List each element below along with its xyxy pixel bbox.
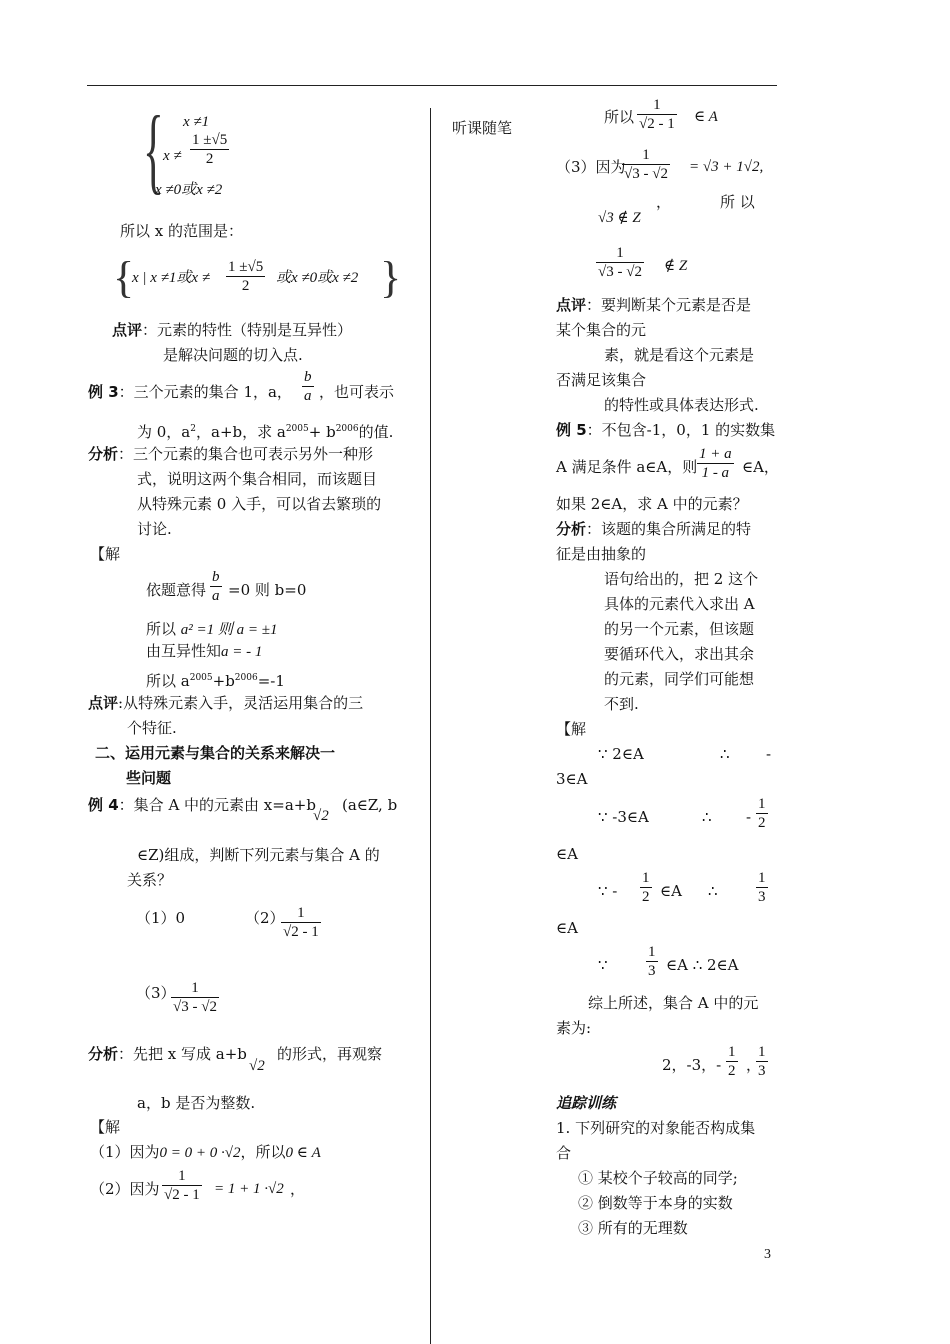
example-4-item-3-fraction: $\frac{1}{√3 - √2}$: [173, 980, 217, 1015]
right-line-4-m: ∉ Z: [664, 258, 688, 274]
practice-item-2: ② 倒数等于本身的实数: [578, 1194, 733, 1212]
example-4-line-3: 关系？: [127, 871, 173, 889]
margin-note: 听课随笔: [452, 119, 513, 137]
analysis-4-sqrt: √2: [249, 1058, 265, 1074]
practice-1-b: 合: [556, 1144, 572, 1162]
solution-label-3: 【解: [90, 545, 121, 563]
example-3: 例 3：三个元素的集合 1，a，: [88, 383, 292, 401]
example-5-line-2: A 满足条件 a∈A，则: [556, 458, 698, 476]
analysis-3-line-4: 讨论.: [137, 520, 172, 538]
example-4-sqrt: √2: [313, 808, 329, 824]
right-line-2: （3）因为: [556, 158, 626, 176]
section-2-heading: 二、运用元素与集合的关系来解决一: [95, 744, 336, 762]
right-line-3-comma: ，: [656, 193, 672, 211]
summary-line-2: 素为:: [556, 1019, 592, 1037]
analysis-5-h: 不到.: [604, 695, 639, 713]
solution-5-step-2-d: ∈A: [556, 845, 578, 863]
comment-3: 点评:从特殊元素入手，灵活运用集合的三: [88, 694, 364, 712]
solution-3-fraction: $\frac{b}{a}$: [212, 569, 220, 604]
system-brace: {: [143, 96, 164, 203]
comment-4-c: 素，就是看这个元素是: [604, 346, 755, 364]
right-line-3-m: √3 ∉ Z: [598, 210, 641, 226]
summary-line-3: 2，-3，-: [662, 1056, 722, 1074]
right-line-4-fraction: $\frac{1}{√3 - √2}$: [598, 245, 642, 280]
solution-5-step-1-b: ∴: [720, 745, 730, 763]
solution-5-step-4-fraction: $\frac{1}{3}$: [648, 944, 656, 979]
analysis-5-c: 语句给出的，把 2 这个: [604, 570, 759, 588]
practice-item-1: ① 某校个子较高的同学;: [578, 1169, 738, 1187]
section-2-heading-b: 些问题: [126, 769, 172, 787]
right-line-2-fraction: $\frac{1}{√3 - √2}$: [624, 147, 668, 182]
analysis-4-line-2: a，b 是否为整数.: [137, 1094, 256, 1112]
comment-1-b: 是解决问题的切入点.: [163, 346, 303, 364]
example-5-fraction: $\frac{1 + a}{1 - a}$: [699, 446, 732, 481]
analysis-3-line-3: 从特殊元素 0 入手，可以省去繁琐的: [137, 495, 382, 513]
solution-label-4: 【解: [90, 1118, 121, 1136]
system-line-2-lhs: x ≠: [163, 148, 182, 164]
set-left-brace: {: [113, 253, 135, 302]
system-line-3: x ≠0或x ≠2: [155, 182, 223, 198]
solution-3-line-1-b: =0 则 b=0: [228, 581, 307, 599]
set-expr-b: 或x ≠0或x ≠2: [276, 270, 359, 286]
example-3-fraction: $\frac{b}{a}$: [304, 369, 312, 404]
practice-1: 1. 下列研究的对象能否构成集: [556, 1119, 756, 1137]
example-4-item-1: （1）0: [136, 909, 186, 927]
example-3-tail: ，也可表示: [319, 383, 395, 401]
solution-3-line-1: 依题意得: [146, 581, 207, 599]
solution-5-step-3-a: ∵ -: [598, 882, 618, 900]
solution-5-step-2-b: ∴: [702, 808, 712, 826]
example-5: 例 5：不包含-1，0，1 的实数集: [556, 421, 776, 439]
example-4-item-2: （2）: [245, 909, 285, 927]
comment-4-d: 否满足该集合: [556, 371, 647, 389]
comment-4-e: 的特性或具体表达形式.: [604, 396, 759, 414]
analysis-5-f: 要循环代入，求出其余: [604, 645, 755, 663]
example-5-line-3: 如果 2∈A，求 A 中的元素？: [556, 495, 748, 513]
solution-label-5: 【解: [556, 720, 587, 738]
solution-5-step-2-c: -: [746, 808, 752, 826]
header-rule: [87, 85, 777, 86]
set-expr-a: x | x ≠1或x ≠: [132, 270, 211, 286]
set-right-brace: }: [380, 253, 402, 302]
solution-5-step-1-d: 3∈A: [556, 770, 588, 788]
right-line-2-m: = √3 + 1√2,: [689, 159, 764, 175]
right-line-3-b: 所 以: [720, 193, 755, 211]
solution-5-step-1-a: ∵ 2∈A: [598, 745, 644, 763]
right-line-1: 所以: [604, 108, 635, 126]
analysis-5-d: 具体的元素代入求出 A: [604, 595, 755, 613]
comment-4-b: 某个集合的元: [556, 321, 647, 339]
analysis-5: 分析：该题的集合所满足的特: [556, 520, 752, 538]
comment-3-b: 个特征.: [127, 719, 177, 737]
example-4-tail: (a∈Z, b: [342, 796, 398, 814]
page-number: 3: [764, 1247, 771, 1262]
solution-5-step-2-a: ∵ -3∈A: [598, 808, 649, 826]
solution-3-line-2: 所以 a² =1 则 a = ±1: [146, 620, 278, 638]
analysis-5-g: 的元素，同学们可能想: [604, 670, 755, 688]
comment-4: 点评：要判断某个元素是否是: [556, 296, 752, 314]
set-fraction: $\frac{1 \pm√5}{2}$: [228, 259, 264, 294]
analysis-4: 分析：先把 x 写成 a+b: [88, 1045, 247, 1063]
solution-4-line-2-b: = 1 + 1 ·√2: [214, 1181, 284, 1197]
right-line-1-m: ∈ A: [694, 109, 718, 125]
example-4-item-3: （3）: [136, 984, 176, 1002]
comment-1: 点评：元素的特性（特别是互异性）: [112, 321, 353, 339]
column-divider: [430, 108, 431, 1344]
example-4-item-2-fraction: $\frac{1}{√2 - 1}$: [283, 905, 319, 940]
right-line-1-fraction: $\frac{1}{√2 - 1}$: [639, 97, 675, 132]
solution-3-line-3: 由互异性知a = - 1: [146, 642, 263, 660]
analysis-5-e: 的另一个元素，但该题: [604, 620, 755, 638]
solution-3-line-4: 所以 $a^{2005}+b^{2006}=-1$: [146, 672, 285, 690]
example-4-line-2: ∈Z)组成，判断下列元素与集合 A 的: [137, 846, 380, 864]
example-5-line-2-b: ∈A，: [742, 458, 779, 476]
example-3-line-2: 为 0，$a^2$，a+b，求 $a^{2005}+ b^{2006}$的值.: [137, 423, 394, 441]
example-4: 例 4：集合 A 中的元素由 x=a+b: [88, 796, 316, 814]
summary-fraction-1: $\frac{1}{2}$: [728, 1044, 736, 1079]
summary-line-1: 综上所述，集合 A 中的元: [588, 994, 759, 1012]
solution-5-step-3-b: ∈A: [660, 882, 682, 900]
solution-5-step-4-b: ∈A ∴ 2∈A: [666, 956, 739, 974]
analysis-3-line-2: 式，说明这两个集合相同，而该题目: [137, 470, 378, 488]
solution-5-step-3-fraction: $\frac{1}{2}$: [642, 870, 650, 905]
system-line-1: x ≠1: [183, 114, 210, 130]
summary-fraction-2: $\frac{1}{3}$: [758, 1044, 766, 1079]
solution-5-step-1-c: -: [766, 745, 772, 763]
solution-5-step-4-a: ∵: [598, 956, 608, 974]
analysis-4-tail: 的形式，再观察: [277, 1045, 383, 1063]
solution-4-line-2-c: ，: [290, 1180, 306, 1198]
practice-item-3: ③ 所有的无理数: [578, 1219, 688, 1237]
solution-5-step-3-d: ∈A: [556, 919, 578, 937]
tracking-practice-heading: 追踪训练: [556, 1094, 617, 1112]
solution-4-line-1: （1）因为0 = 0 + 0 ·√2，所以0 ∈ A: [90, 1143, 321, 1161]
range-intro: 所以 x 的范围是：: [120, 222, 243, 240]
system-fraction: $\frac{1 \pm√5}{2}$: [192, 132, 228, 167]
summary-comma: ，: [746, 1056, 762, 1074]
solution-5-step-3-fraction-2: $\frac{1}{3}$: [758, 870, 766, 905]
solution-5-step-2-fraction: $\frac{1}{2}$: [758, 796, 766, 831]
analysis-5-b: 征是由抽象的: [556, 545, 647, 563]
solution-4-line-2: （2）因为: [90, 1180, 160, 1198]
solution-5-step-3-c: ∴: [708, 882, 718, 900]
solution-4-fraction: $\frac{1}{√2 - 1}$: [164, 1168, 200, 1203]
analysis-3: 分析：三个元素的集合也可表示另外一种形: [88, 445, 374, 463]
